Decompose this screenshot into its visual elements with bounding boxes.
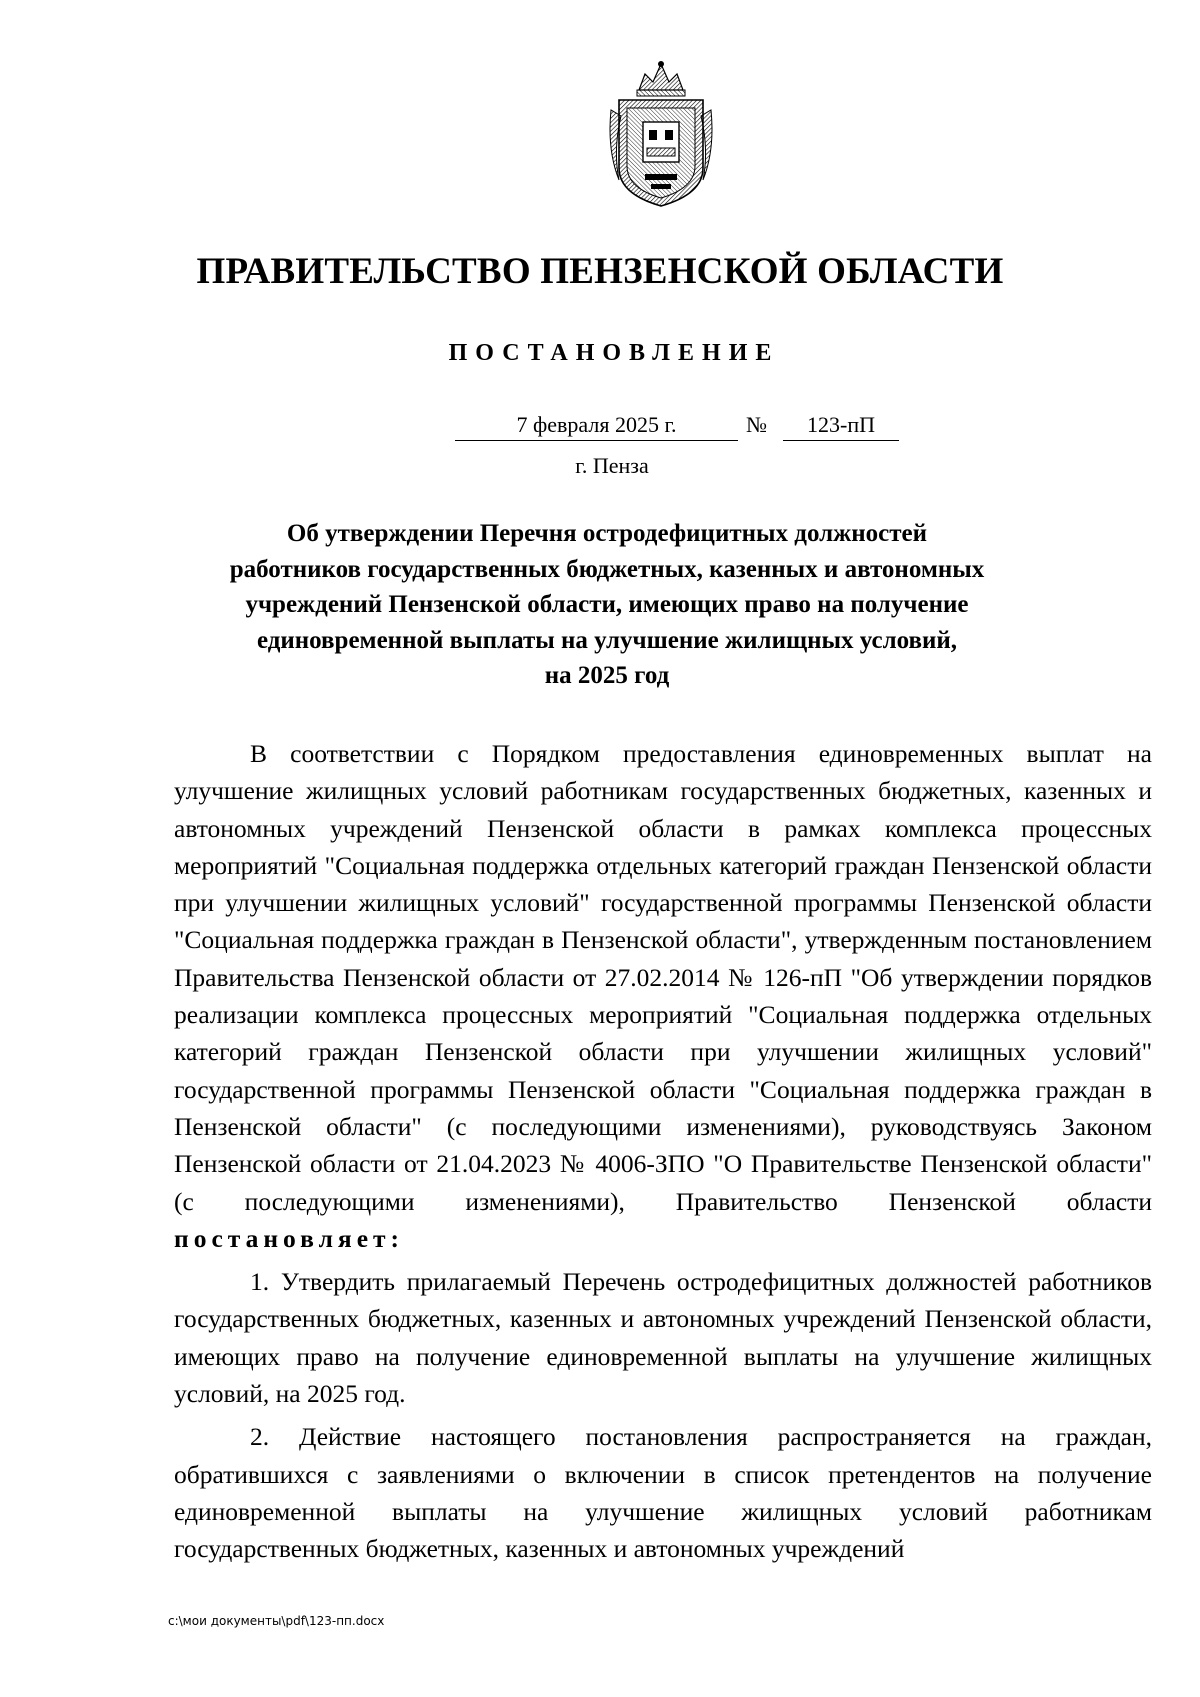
subject-line: единовременной выплаты на улучшение жилищных условий,: [256, 626, 958, 654]
preamble-text: В соответствии с Порядком предоставления единовременных выплат на улучшение жилищных условий работникам государственных бюджетных, казенных и автономных учреждений Пензенской области в рамках комплекса процессных мероприятий "Социальная поддержка отдельных категорий граждан Пензенской области при улучшении жилищных условий" государственной программы Пензенской области "Социальная поддержка граждан в Пензенской области", утвержденным постановлением Правительства Пензенской области от 27.02.2014 № 126-пП "Об утверждении порядков реализации комплекса процессных мероприятий "Социальная поддержка отдельных категорий граждан Пензенской области при улучшении жилищных условий" государственной программы Пензенской области "Социальная поддержка граждан в Пензенской области" (с последующими изменениями), руководствуясь Законом Пензенской области от 21.04.2023 № 4006-ЗПО "О Правительстве Пензенской области" (с последующими изменениями), Правительство Пензенской области: [174, 739, 1152, 1216]
organization-title: ПРАВИТЕЛЬСТВО ПЕНЗЕНСКОЙ ОБЛАСТИ: [196, 251, 1004, 292]
subject-line: работников государственных бюджетных, казенных и автономных: [229, 555, 985, 583]
document-date: 7 февраля 2025 г.: [455, 412, 738, 441]
document-subject: [0, 516, 1200, 694]
subject-line: на 2025 год: [544, 662, 670, 689]
footer-file-path: c:\мои документы\pdf\123-пп.docx: [168, 1614, 385, 1628]
subject-line: учреждений Пензенской области, имеющих право на получение: [245, 591, 969, 618]
preamble-paragraph: [174, 735, 1152, 1257]
city-label: г. Пенза: [575, 453, 649, 478]
date-number-row: [0, 412, 1200, 446]
resolution-item-1: 1. Утвердить прилагаемый Перечень остродефицитных должностей работников государственных бюджетных, казенных и автономных учреждений Пензенской области, имеющих право на получение единовременной выплаты на улучшение жилищных условий, на 2025 год.: [174, 1267, 1152, 1409]
document-number: 123-пП: [783, 412, 899, 441]
subject-line: Об утверждении Перечня остродефицитных должностей: [286, 520, 928, 547]
document-body: [174, 735, 1152, 1568]
document-type-heading: ПОСТАНОВЛЕНИЕ: [448, 340, 780, 366]
coat-of-arms-emblem-icon: [605, 60, 717, 212]
number-sign: №: [746, 412, 767, 437]
resolves-keyword: постановляет:: [174, 1223, 405, 1253]
resolution-item-2: 2. Действие настоящего постановления распространяется на граждан, обратившихся с заявлениями о включении в список претендентов на получение единовременной выплаты на улучшение жилищных условий работникам государственных бюджетных, казенных и автономных учреждений: [174, 1422, 1152, 1564]
